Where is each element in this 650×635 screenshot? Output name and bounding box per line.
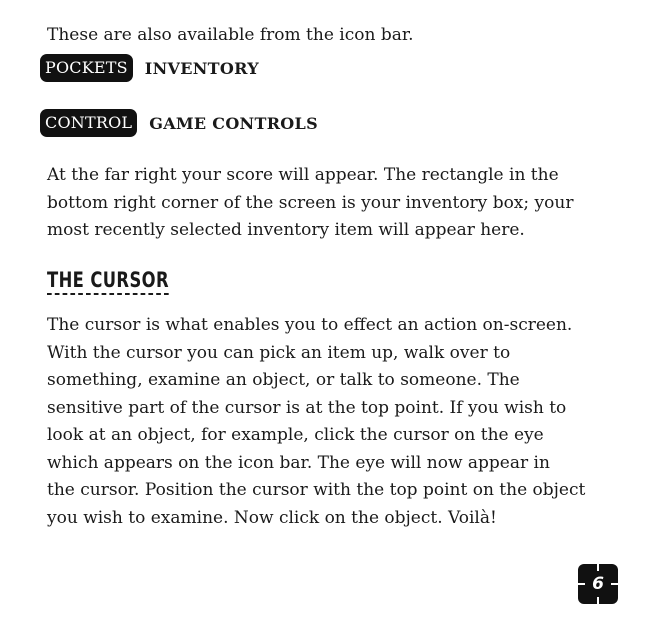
crosshair-tick bbox=[597, 564, 599, 571]
intro-text: These are also available from the icon bar. bbox=[47, 25, 414, 45]
score-inventory-paragraph bbox=[47, 162, 573, 245]
paragraph-line: something, examine an object, or talk to someone. The bbox=[47, 370, 520, 390]
crosshair-tick bbox=[578, 583, 585, 585]
paragraph-line: the cursor. Position the cursor with the top point on the object bbox=[47, 480, 586, 500]
icon-row-pockets bbox=[40, 53, 259, 83]
paragraph-line: most recently selected inventory item will appear here. bbox=[47, 220, 525, 240]
paragraph-line: With the cursor you can pick an item up, walk over to bbox=[47, 342, 511, 363]
crosshair-tick bbox=[597, 597, 599, 604]
page-number: 6 bbox=[592, 574, 604, 594]
paragraph-line: you wish to examine. Now click on the object. Voilà! bbox=[47, 507, 497, 528]
paragraph-line: sensitive part of the cursor is at the top point. If you wish to bbox=[47, 397, 567, 418]
paragraph-line: The cursor is what enables you to effect an action on-screen. bbox=[47, 315, 573, 335]
control-badge: CONTROL bbox=[40, 109, 137, 137]
cursor-paragraph bbox=[47, 312, 585, 532]
pockets-description: INVENTORY bbox=[144, 58, 259, 78]
paragraph-line: At the far right your score will appear. The rectangle in the bbox=[47, 165, 559, 185]
paragraph-line: bottom right corner of the screen is your inventory box; your bbox=[47, 192, 574, 213]
crosshair-tick bbox=[611, 583, 618, 585]
pockets-badge: POCKETS bbox=[40, 54, 133, 82]
section-heading-cursor: THE CURSOR bbox=[47, 268, 169, 295]
control-description: GAME CONTROLS bbox=[149, 113, 318, 133]
icon-row-control bbox=[40, 108, 318, 138]
paragraph-line: look at an object, for example, click the cursor on the eye bbox=[47, 425, 544, 445]
paragraph-line: which appears on the icon bar. The eye will now appear in bbox=[47, 452, 550, 473]
page-number-badge bbox=[578, 564, 618, 604]
